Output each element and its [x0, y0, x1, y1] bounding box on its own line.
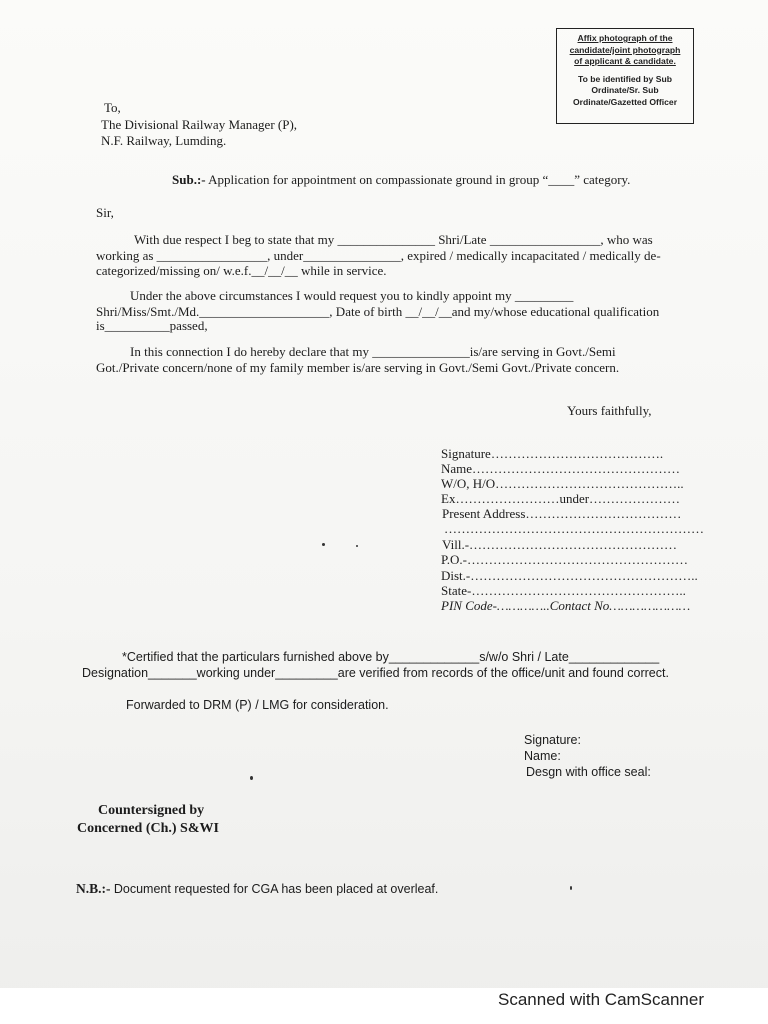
field-po: P.O.-……………………………………………	[441, 552, 689, 567]
paragraph-2-line-3: is__________passed,	[96, 318, 208, 333]
scan-speck	[250, 776, 253, 780]
paragraph-1-line-2: working as _________________, under_______________, expired / medically incapacitated / medically de-	[96, 248, 661, 263]
photo-box-line: of applicant & candidate.	[574, 56, 676, 66]
photo-box-line: Affix photograph of the	[577, 33, 673, 43]
nb-label: N.B.:-	[76, 881, 111, 896]
address-to: To,	[104, 100, 121, 115]
office-signature: Signature:	[524, 733, 581, 747]
subject-line	[172, 172, 630, 188]
photo-box-line: Ordinate/Sr. Sub	[591, 85, 659, 95]
field-name: Name…………………………………………	[441, 461, 681, 476]
paragraph-3-line-2: Got./Private concern/none of my family member is/are serving in Govt./Semi Govt./Private concern.	[96, 360, 620, 375]
countersigned-line-2: Concerned (Ch.) S&WI	[77, 821, 219, 836]
photo-box-line: To be identified by Sub	[578, 73, 672, 84]
field-wo-ho: W/O, H/O……………………………………..	[441, 476, 684, 491]
scan-speck	[322, 543, 325, 546]
photo-box-line: Ordinate/Gazetted Officer	[572, 96, 678, 107]
paragraph-1-line-3: categorized/missing on/ w.e.f.__/__/__ while in service.	[96, 263, 387, 278]
field-signature: Signature………………………………….	[441, 446, 664, 461]
paragraph-1-line-1: With due respect I beg to state that my _______________ Shri/Late _________________, who was	[134, 232, 653, 247]
office-name: Name:	[524, 749, 561, 763]
certification-line-2: Designation_______working under_________are verified from records of the office/unit and found correct.	[82, 666, 669, 680]
nb-line	[76, 881, 438, 897]
certification-line-1: *Certified that the particulars furnished above by_____________s/w/o Shri / Late_____________	[122, 650, 660, 664]
field-pin-contact: PIN Code-…………..Contact No…………………	[441, 598, 691, 613]
address-line-1: The Divisional Railway Manager (P),	[101, 117, 298, 132]
address-line-2: N.F. Railway, Lumding.	[101, 133, 227, 148]
countersigned-line-1: Countersigned by	[98, 803, 205, 818]
scan-speck	[356, 545, 358, 547]
camscanner-watermark: Scanned with CamScanner	[498, 990, 705, 1009]
scan-speck	[570, 886, 572, 890]
paragraph-3-line-1: In this connection I do hereby declare that my _______________is/are serving in Govt./Semi	[130, 344, 616, 359]
field-ex-under: Ex……………………under…………………	[441, 491, 681, 506]
photo-box-line: candidate/joint photograph	[569, 44, 681, 55]
closing: Yours faithfully,	[567, 403, 652, 418]
photo-affix-box	[556, 28, 694, 124]
field-present-address: Present Address………………………………	[442, 506, 682, 521]
nb-text: Document requested for CGA has been placed at overleaf.	[113, 882, 439, 896]
field-address-line: ……………………………………………………	[444, 521, 704, 536]
office-designation: Desgn with office seal:	[526, 765, 651, 779]
subject-text: Application for appointment on compassionate ground in group “____” category.	[208, 172, 631, 187]
paragraph-2-line-1: Under the above circumstances I would request you to kindly appoint my _________	[130, 288, 574, 303]
paragraph-2-line-2: Shri/Miss/Smt./Md.____________________, Date of birth __/__/__and my/whose educational qualification	[96, 304, 660, 319]
subject-label: Sub.:-	[172, 172, 206, 187]
field-dist: Dist.-……………………………………………..	[441, 568, 698, 583]
field-state: State-…………………………………………..	[441, 583, 686, 598]
salutation: Sir,	[96, 205, 114, 220]
field-vill: Vill.-…………………………………………	[442, 537, 678, 552]
forwarded-line: Forwarded to DRM (P) / LMG for consideration.	[126, 698, 389, 712]
